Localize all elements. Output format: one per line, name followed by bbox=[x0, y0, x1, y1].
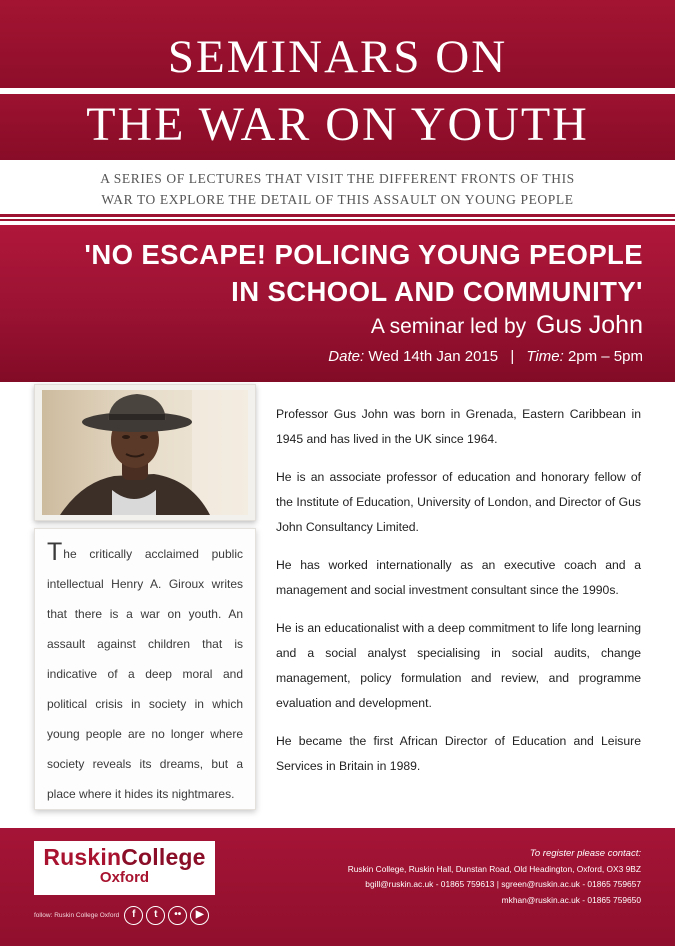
speaker-photo-frame bbox=[34, 384, 256, 521]
quote-body: he critically acclaimed public intellectual Henry A. Giroux writes that there is a war on youth. An assault against children that is indicative of a deep moral and political crisis in society in which young people are no longer where society reveals its dreams, but a place where it hides its nightmares. bbox=[47, 547, 243, 801]
title-line-2: THE WAR ON YOUTH bbox=[86, 98, 589, 151]
bio-paragraph: He has worked internationally as an executive coach and a management and social investment consultant since the 1990s. bbox=[276, 558, 641, 597]
register-text: To register please contact: bbox=[529, 848, 641, 859]
follow-text: follow: Ruskin College Oxford bbox=[34, 911, 120, 919]
social-links bbox=[34, 902, 234, 928]
logo-subline: Oxford bbox=[99, 869, 150, 886]
date-label: Date: bbox=[328, 348, 365, 365]
subtitle-line-1: A SERIES OF LECTURES THAT VISIT THE DIFFERENT FRONTS OF THIS bbox=[100, 171, 575, 186]
speaker-bio bbox=[276, 402, 641, 792]
twitter-icon[interactable]: t bbox=[146, 906, 165, 925]
quote-text bbox=[47, 539, 243, 809]
series-subtitle bbox=[0, 168, 675, 210]
ruskin-college-logo[interactable] bbox=[34, 841, 215, 895]
led-by bbox=[371, 311, 643, 340]
bio-paragraph: He is an educationalist with a deep commitment to life long learning and a social analyst specialising in social audits, change management, policy formulation and review, and programme evaluation and development. bbox=[276, 621, 641, 710]
time-label: Time: bbox=[526, 348, 564, 365]
title-line-1: SEMINARS ON bbox=[167, 31, 508, 83]
time-value: 2pm – 5pm bbox=[567, 348, 643, 365]
seminar-band bbox=[0, 225, 675, 382]
bio-paragraph: He is an associate professor of education and honorary fellow of the Institute of Education, University of London, and Director of Gus John Consultancy Limited. bbox=[276, 470, 641, 534]
seminar-title-line-1: 'NO ESCAPE! POLICING YOUNG PEOPLE bbox=[84, 239, 643, 270]
led-by-prefix: A seminar led by bbox=[370, 315, 527, 338]
date-time bbox=[328, 348, 643, 365]
contact-line-2[interactable]: mkhan@ruskin.ac.uk - 01865 759650 bbox=[501, 894, 641, 905]
seminar-title-line-2: IN SCHOOL AND COMMUNITY' bbox=[231, 276, 643, 307]
bio-paragraph: Professor Gus John was born in Grenada, Eastern Caribbean in 1945 and has lived in the UK since 1964. bbox=[276, 407, 641, 446]
quote-dropcap: T bbox=[47, 538, 63, 566]
divider-line bbox=[0, 214, 675, 217]
facebook-icon[interactable]: f bbox=[124, 906, 143, 925]
logo-part-2: College bbox=[121, 844, 206, 870]
logo-wordmark bbox=[34, 844, 215, 871]
bio-paragraph: He became the first African Director of Education and Leisure Services in Britain in 1989. bbox=[276, 734, 641, 773]
youtube-icon[interactable]: ▶ bbox=[190, 906, 209, 925]
subtitle-line-2: WAR TO EXPLORE THE DETAIL OF THIS ASSAULT ON YOUNG PEOPLE bbox=[101, 192, 574, 207]
speaker-name: Gus John bbox=[535, 311, 643, 339]
divider-line bbox=[0, 219, 675, 221]
quote-box bbox=[34, 528, 256, 810]
address: Ruskin College, Ruskin Hall, Dunstan Road, Old Headington, Oxford, OX3 9BZ bbox=[347, 863, 641, 874]
contact-info bbox=[348, 846, 641, 908]
separator: | bbox=[510, 348, 515, 365]
footer bbox=[0, 828, 675, 946]
contact-line-1[interactable]: bgill@ruskin.ac.uk - 01865 759613 | sgreen@ruskin.ac.uk - 01865 759657 bbox=[365, 879, 641, 889]
flickr-icon[interactable]: •• bbox=[168, 906, 187, 925]
speaker-portrait bbox=[42, 390, 248, 515]
logo-part-1: Ruskin bbox=[43, 844, 122, 870]
date-value: Wed 14th Jan 2015 bbox=[368, 348, 499, 365]
seminar-title bbox=[84, 236, 643, 310]
